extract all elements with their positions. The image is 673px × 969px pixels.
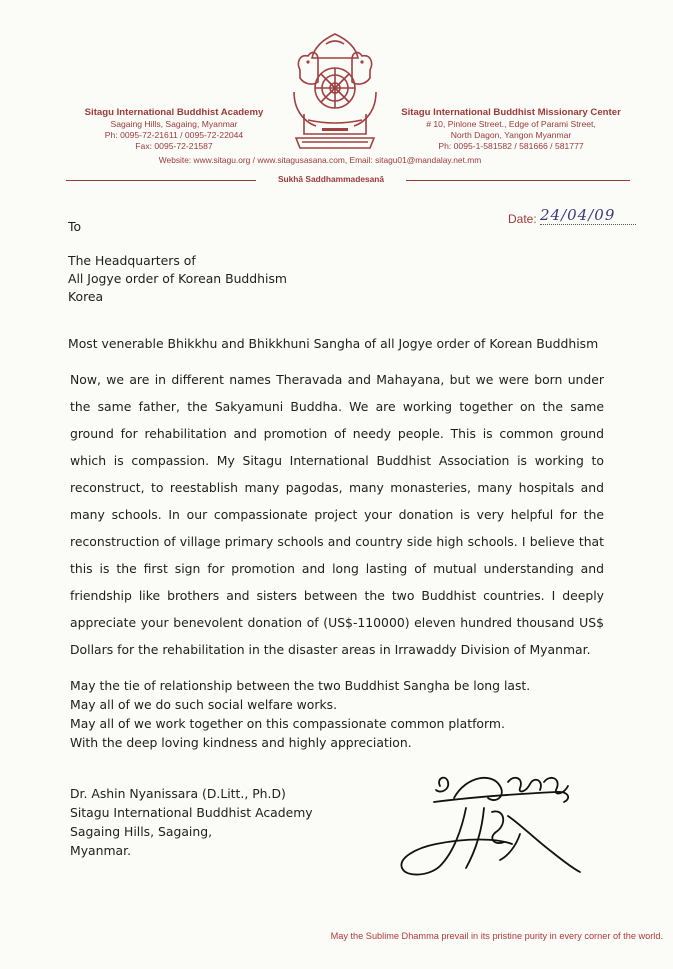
academy-address: Sagaing Hills, Sagaing, Myanmar [110, 119, 238, 129]
date-underline [540, 224, 636, 225]
closing-line: With the deep loving kindness and highly appreciation. [70, 735, 412, 750]
missionary-center-name: Sitagu International Buddhist Missionary Center [401, 107, 621, 118]
footer-blessing: May the Sublime Dhamma prevail in its pristine purity in every corner of the world. [330, 931, 663, 941]
center-address-line-2: North Dagon, Yangon Myanmar [450, 130, 572, 140]
letterhead-right-block [396, 106, 626, 152]
signatory-institution: Sitagu International Buddhist Academy [70, 805, 313, 820]
letterhead-contact: Website: www.sitagu.org / www.sitagusasana.com, Email: sitagu01@mandalay.net.mm [158, 155, 482, 165]
closing-line: May the tie of relationship between the two Buddhist Sangha be long last. [70, 678, 531, 693]
academy-phone: Ph: 0095-72-21611 / 0095-72-22044 [104, 130, 244, 140]
recipient-address [68, 252, 287, 306]
signatory-block [70, 784, 313, 860]
recipient-to-label: To [68, 219, 82, 234]
closing-line: May all of we work together on this compassionate common platform. [70, 716, 505, 731]
address-line: Korea [68, 289, 104, 304]
address-line: The Headquarters of [68, 253, 196, 268]
address-line: All Jogye order of Korean Buddhism [68, 271, 287, 286]
center-address-line-1: # 10, Pinlone Street., Edge of Parami Street, [426, 119, 596, 129]
handwritten-signature-icon [396, 768, 582, 884]
letterhead-divider-left [66, 180, 256, 181]
closing-line: May all of we do such social welfare works. [70, 697, 338, 712]
date-label: Date: [508, 212, 537, 226]
academy-fax: Fax: 0095-72-21587 [135, 141, 213, 151]
lion-seal-emblem-icon [282, 30, 388, 156]
letterhead-divider-right [406, 180, 630, 181]
letterhead-motto: Sukhā Saddhammadesanā [277, 174, 385, 184]
academy-name: Sitagu International Buddhist Academy [84, 107, 264, 118]
signatory-location: Sagaing Hills, Sagaing, [70, 824, 213, 839]
salutation: Most venerable Bhikkhu and Bhikkhuni Sangha of all Jogye order of Korean Buddhism [68, 336, 599, 351]
signatory-name: Dr. Ashin Nyanissara (D.Litt., Ph.D) [70, 786, 286, 801]
closing-wishes [70, 676, 530, 752]
signatory-country: Myanmar. [70, 843, 132, 858]
letterhead-left-block [74, 106, 274, 152]
date-value: 24/04/09 [540, 206, 616, 224]
center-phone: Ph: 0095-1-581582 / 581666 / 581777 [438, 141, 584, 151]
letter-body-paragraph: Now, we are in different names Theravada and Mahayana, but we were born under the same father, the Sakyamuni Buddha. We are working together on the same ground for rehabilitation and promotion of needy people. This is common ground which is compassion. My Sitagu International Buddhist Association is working to reconstruct, to reestablish many pagodas, many monasteries, many hospitals and many schools. In our compassionate project your donation is very helpful for the reconstruction of village primary schools and country side high schools. I believe that this is the first sign for promotion and long lasting of mutual understanding and friendship like brothers and sisters between the two Buddhist countries. I deeply appreciate your benevolent donation of (US$-110000) eleven hundred thousand US$ Dollars for the rehabilitation in the disaster areas in Irrawaddy Division of Myanmar. [70, 372, 604, 657]
